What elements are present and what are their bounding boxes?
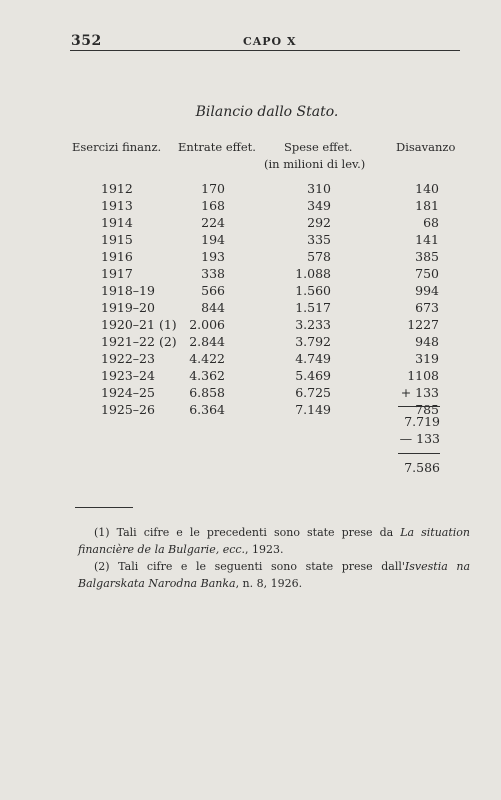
revenue-cell: 168: [201, 198, 225, 213]
deficit-cell: 994: [415, 283, 439, 298]
year-cell: 1923–24: [101, 368, 155, 383]
table-row: [0, 385, 501, 402]
expenses-cell: 4.749: [295, 351, 331, 366]
subtotal-value: 7.719: [404, 414, 440, 429]
header-rule: [70, 50, 460, 51]
deficit-cell: 140: [415, 181, 439, 196]
expenses-cell: 6.725: [295, 385, 331, 400]
table-row: [0, 351, 501, 368]
subtraction-value: — 133: [399, 431, 440, 446]
deficit-cell: 1227: [407, 317, 439, 332]
table-row: [0, 300, 501, 317]
table-row: [0, 368, 501, 385]
expenses-cell: 3.792: [295, 334, 331, 349]
footnote-2-source-title: Isvestia na Balgarskata Narodna Banka: [78, 560, 471, 590]
expenses-cell: 1.517: [295, 300, 331, 315]
expenses-cell: 7.149: [295, 402, 331, 417]
expenses-cell: 578: [307, 249, 331, 264]
table-row: [0, 232, 501, 249]
footnote-1-source-title: La situation financière de la Bulgarie, ecc.: [78, 526, 471, 556]
year-cell: 1922–23: [101, 351, 155, 366]
year-cell: 1916: [101, 249, 133, 264]
year-cell: 1913: [101, 198, 133, 213]
column-header-year: Esercizi finanz.: [72, 140, 162, 154]
column-header-expenses: Spese effet.: [284, 140, 353, 154]
expenses-cell: 335: [307, 232, 331, 247]
expenses-cell: 1.088: [295, 266, 331, 281]
column-header-revenue: Entrate effet.: [178, 140, 256, 154]
year-cell: 1918–19: [101, 283, 155, 298]
year-cell: 1915: [101, 232, 133, 247]
year-cell: 1912: [101, 181, 133, 196]
deficit-cell: 319: [415, 351, 439, 366]
table-row: [0, 215, 501, 232]
revenue-cell: 4.362: [189, 368, 225, 383]
year-cell: 1914: [101, 215, 133, 230]
footnote-1-lead: (1) Tali cifre e le precedenti sono state prese da: [94, 526, 401, 539]
year-cell: 1917: [101, 266, 133, 281]
column-header-deficit: Disavanzo: [396, 140, 456, 154]
footnote-2-tail: , n. 8, 1926.: [235, 577, 303, 590]
deficit-cell: 1108: [407, 368, 439, 383]
expenses-cell: 3.233: [295, 317, 331, 332]
page-number: 352: [71, 33, 102, 49]
subtotal-rule: [398, 406, 440, 407]
deficit-cell: + 133: [400, 385, 439, 400]
expenses-cell: 5.469: [295, 368, 331, 383]
year-cell: 1921–22 (2): [101, 334, 177, 349]
deficit-cell: 750: [415, 266, 439, 281]
deficit-cell: 68: [423, 215, 439, 230]
deficit-cell: 948: [415, 334, 439, 349]
revenue-cell: 224: [201, 215, 225, 230]
deficit-cell: 385: [415, 249, 439, 264]
table-row: [0, 334, 501, 351]
deficit-cell: 673: [415, 300, 439, 315]
table-row: [0, 198, 501, 215]
expenses-cell: 292: [307, 215, 331, 230]
table-title: Bilancio dallo Stato.: [195, 104, 339, 120]
footnotes: [78, 524, 470, 592]
revenue-cell: 566: [201, 283, 225, 298]
expenses-cell: 310: [307, 181, 331, 196]
revenue-cell: 193: [201, 249, 225, 264]
expenses-cell: 349: [307, 198, 331, 213]
budget-table-body: [0, 181, 501, 419]
table-row: [0, 266, 501, 283]
revenue-cell: 170: [201, 181, 225, 196]
year-cell: 1920–21 (1): [101, 317, 177, 332]
footnote-1: [78, 524, 470, 558]
year-cell: 1925–26: [101, 402, 155, 417]
year-cell: 1924–25: [101, 385, 155, 400]
footnote-2-lead: (2) Tali cifre e le seguenti sono state prese dall': [94, 560, 405, 573]
footnote-2: [78, 558, 470, 592]
revenue-cell: 4.422: [189, 351, 225, 366]
chapter-heading: CAPO X: [243, 35, 297, 48]
table-row: [0, 181, 501, 198]
deficit-cell: 785: [415, 402, 439, 417]
expenses-cell: 1.560: [295, 283, 331, 298]
revenue-cell: 194: [201, 232, 225, 247]
revenue-cell: 2.006: [189, 317, 225, 332]
table-row: [0, 249, 501, 266]
deficit-cell: 141: [415, 232, 439, 247]
year-cell: 1919–20: [101, 300, 155, 315]
revenue-cell: 6.858: [189, 385, 225, 400]
revenue-cell: 338: [201, 266, 225, 281]
deficit-cell: 181: [415, 198, 439, 213]
column-unit-note: (in milioni di lev.): [264, 157, 366, 171]
footnote-1-tail: , 1923.: [245, 543, 284, 556]
total-rule: [398, 453, 440, 454]
footnote-rule: [75, 507, 133, 508]
revenue-cell: 6.364: [189, 402, 225, 417]
table-row: [0, 317, 501, 334]
revenue-cell: 844: [201, 300, 225, 315]
table-row: [0, 283, 501, 300]
revenue-cell: 2.844: [189, 334, 225, 349]
total-value: 7.586: [404, 460, 440, 475]
